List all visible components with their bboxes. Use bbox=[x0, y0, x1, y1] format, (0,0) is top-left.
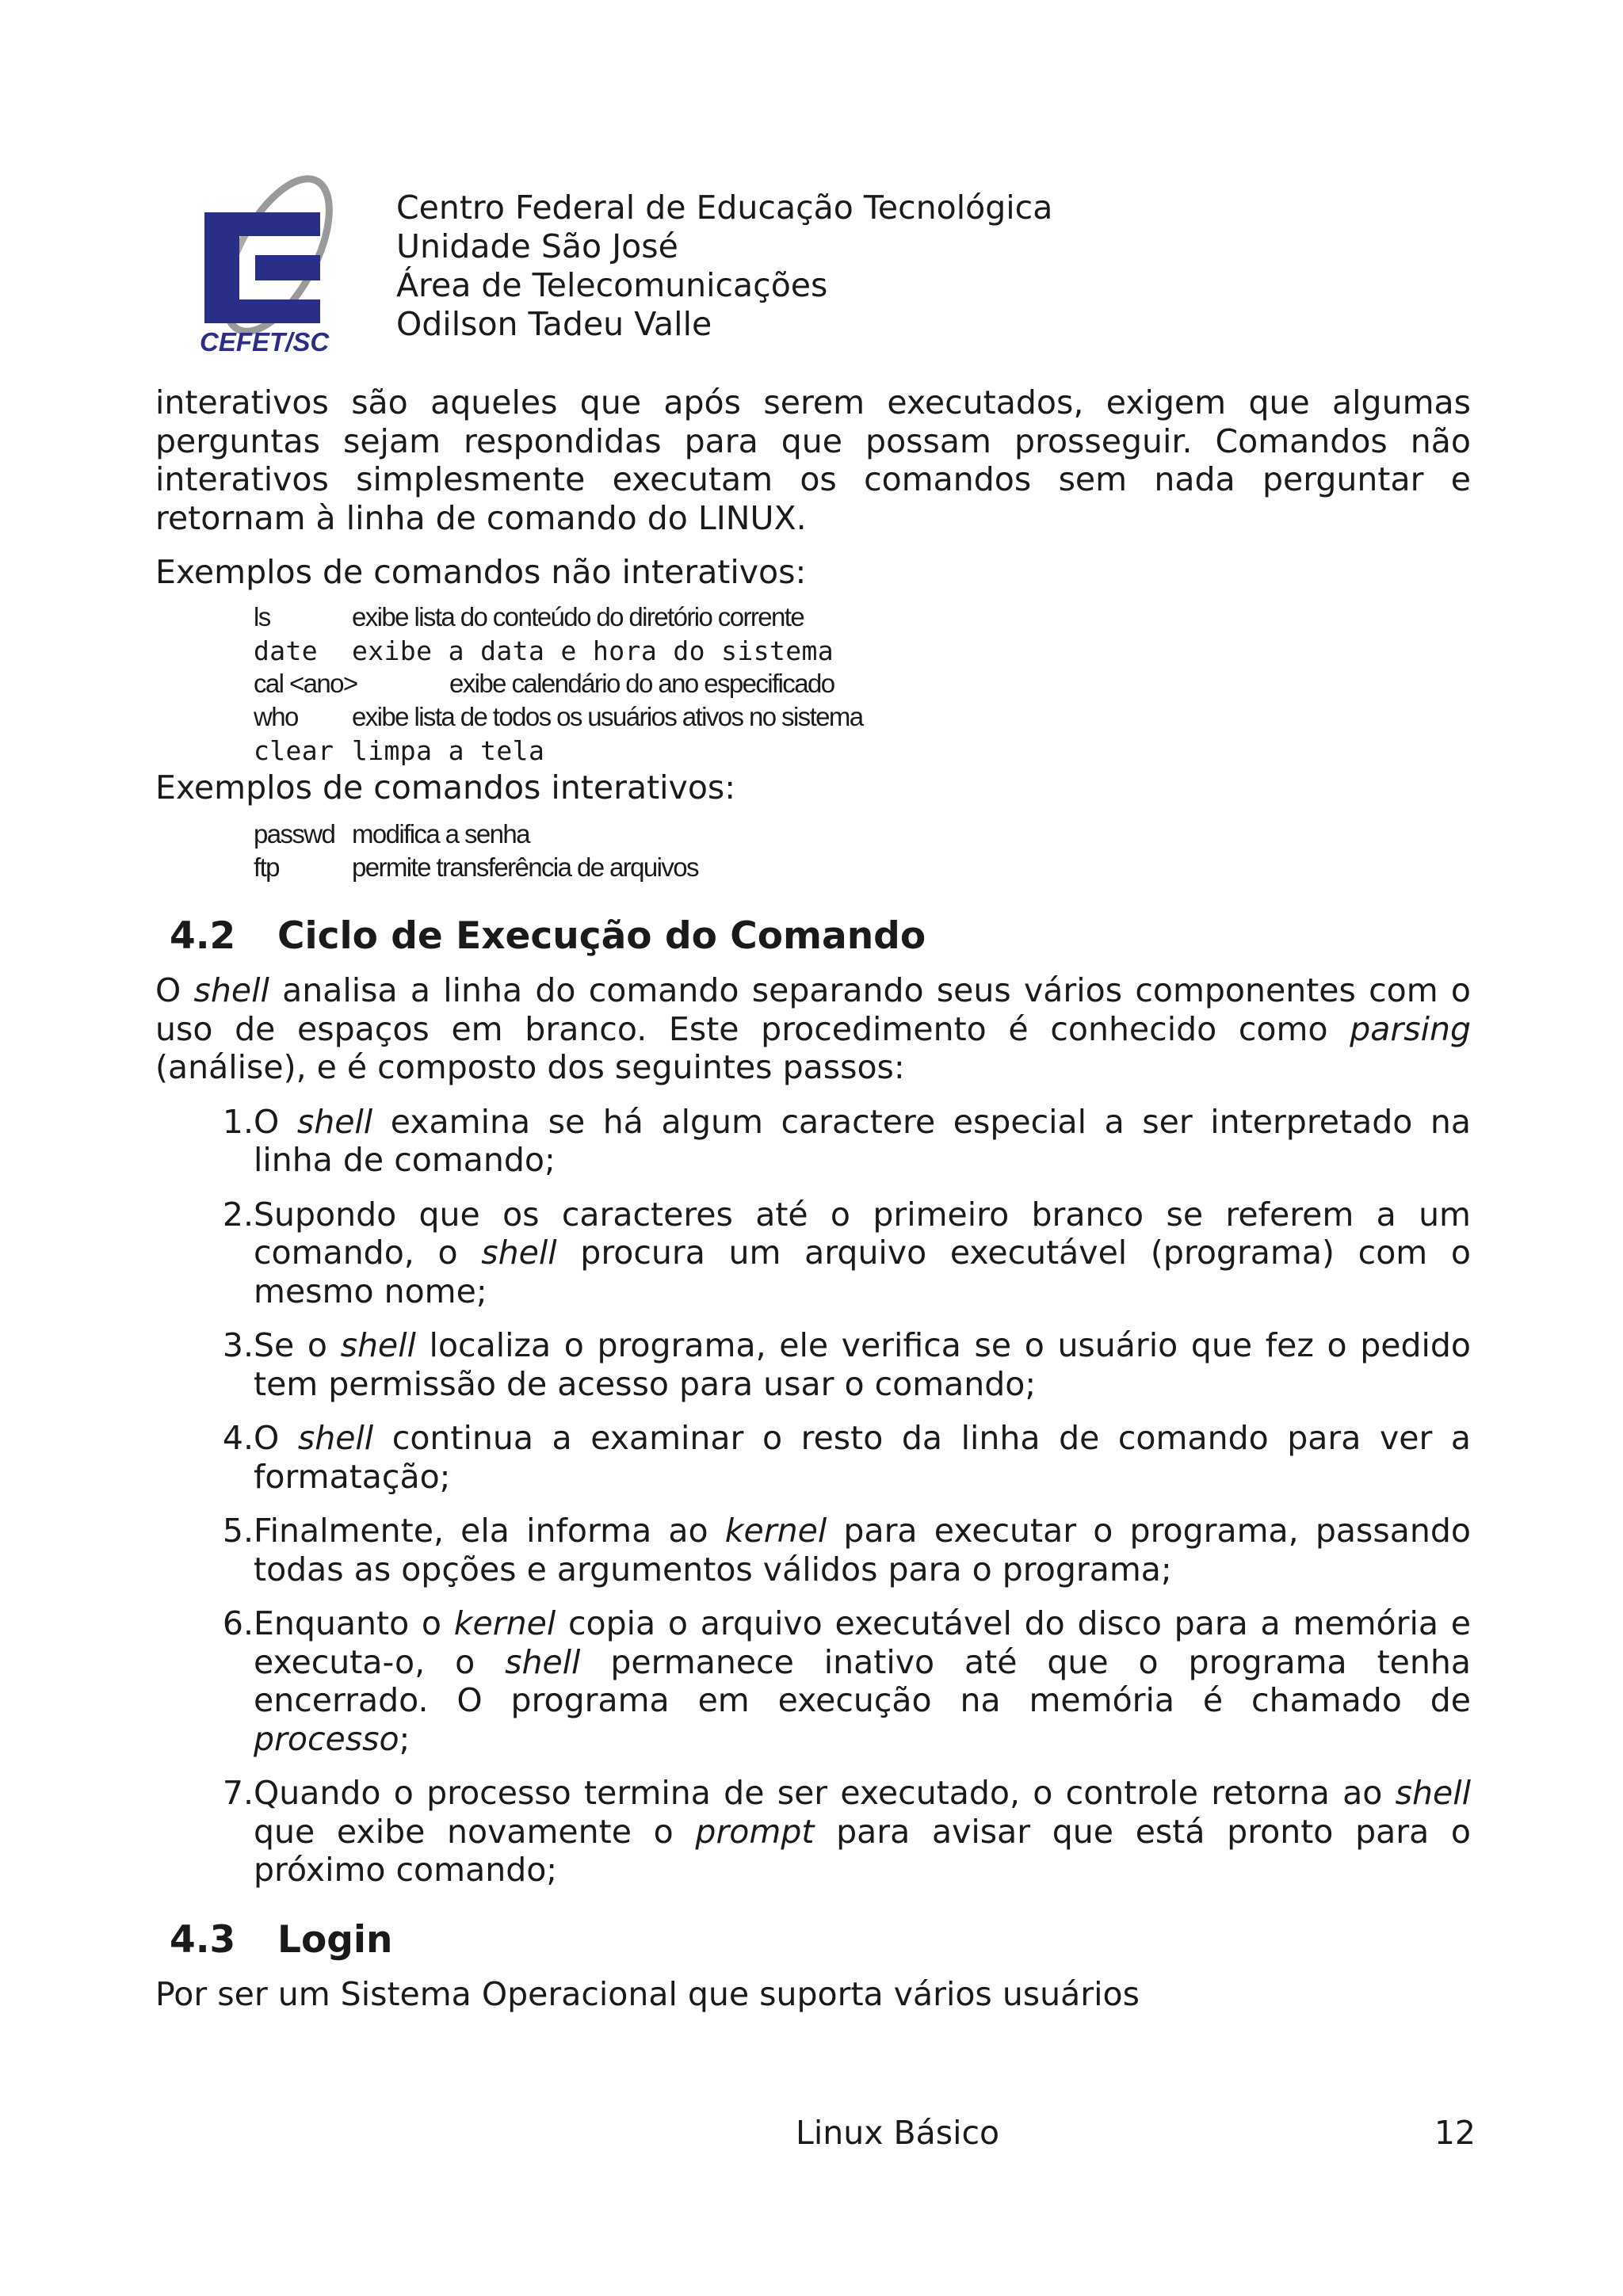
command-item bbox=[254, 669, 1471, 702]
item-text: O shell continua a examinar o resto da linha de comando para ver a formatação; bbox=[254, 1419, 1471, 1496]
command-item bbox=[254, 602, 1471, 635]
section-4-2-intro: O shell analisa a linha do comando separando seus vários componentes com o uso de espaços em branco. Este procedimento é conhecido como parsing (análise), e é composto dos seguintes passos: bbox=[155, 971, 1472, 1086]
non-interactive-heading: Exemplos de comandos não interativos: bbox=[155, 553, 807, 591]
execution-steps-list bbox=[155, 1103, 1471, 1890]
item-text: O shell examina se há algum caractere especial a ser interpretado na linha de comando; bbox=[254, 1102, 1472, 1179]
command-item bbox=[254, 635, 1471, 669]
header-line: Odilson Tadeu Valle bbox=[396, 305, 712, 343]
command-item bbox=[254, 852, 1471, 886]
institution-info bbox=[396, 189, 1052, 344]
section-heading-4-3 bbox=[155, 1917, 1471, 1964]
header-line: Unidade São José bbox=[396, 227, 678, 265]
command-item bbox=[254, 702, 1471, 735]
page-body bbox=[155, 383, 1471, 2013]
command-name: passwd bbox=[254, 819, 335, 849]
item-number: 3. bbox=[222, 1326, 254, 1364]
header-line: Área de Telecomunicações bbox=[396, 266, 828, 304]
command-name: who bbox=[254, 702, 298, 731]
command-name: date bbox=[254, 635, 319, 666]
command-description: exibe lista de todos os usuários ativos no sistema bbox=[352, 702, 863, 731]
item-text: Se o shell localiza o programa, ele verifica se o usuário que fez o pedido tem permissão de acesso para usar o comando; bbox=[254, 1326, 1471, 1403]
item-number: 2. bbox=[222, 1195, 254, 1234]
item-text: Quando o processo termina de ser executado, o controle retorna ao shell que exibe novamente o prompt para avisar que está pronto para o próximo comando; bbox=[254, 1774, 1471, 1889]
header-line: Centro Federal de Educação Tecnológica bbox=[396, 189, 1053, 227]
section-title: Ciclo de Execução do Comando bbox=[277, 914, 926, 958]
command-description: permite transferência de arquivos bbox=[352, 852, 698, 882]
list-item bbox=[155, 1512, 1471, 1589]
command-description: exibe a data e hora do sistema bbox=[352, 635, 834, 666]
command-description: exibe lista do conteúdo do diretório corrente bbox=[352, 602, 804, 631]
command-description: modifica a senha bbox=[352, 819, 529, 849]
item-text: Enquanto o kernel copia o arquivo executável do disco para a memória e executa-o, o shell permanece inativo até que o programa tenha encerrado. O programa em execução na memória é chamado de processo; bbox=[254, 1604, 1472, 1758]
item-number: 6. bbox=[222, 1604, 254, 1642]
page-number: 12 bbox=[1434, 2114, 1476, 2152]
logo-text: CEFET/SC bbox=[200, 327, 330, 357]
item-number: 1. bbox=[222, 1102, 254, 1141]
command-description: exibe calendário do ano especificado bbox=[449, 669, 834, 698]
item-text: Supondo que os caracteres até o primeiro branco se referem a um comando, o shell procura um arquivo executável (programa) com o mesmo nome; bbox=[254, 1195, 1471, 1310]
intro-paragraph: interativos são aqueles que após serem executados, exigem que algumas perguntas sejam respondidas para que possam prosseguir. Comandos não interativos simplesmente executam os comandos sem nada perguntar e retornam à linha de comando do LINUX. bbox=[155, 383, 1471, 537]
section-title: Login bbox=[277, 1917, 393, 1962]
list-item bbox=[155, 1774, 1471, 1890]
command-item bbox=[254, 819, 1471, 852]
section-heading-4-2 bbox=[155, 913, 1471, 960]
command-name: ftp bbox=[254, 852, 279, 882]
command-name: cal <ano> bbox=[254, 669, 357, 698]
item-text: Finalmente, ela informa ao kernel para executar o programa, passando todas as opções e argumentos válidos para o programa; bbox=[254, 1512, 1471, 1589]
list-item bbox=[155, 1103, 1471, 1180]
list-item bbox=[155, 1419, 1471, 1496]
section-number: 4.2 bbox=[170, 914, 236, 958]
command-name: ls bbox=[254, 602, 270, 631]
footer-title: Linux Básico bbox=[796, 2114, 1000, 2152]
cefet-logo bbox=[190, 166, 372, 357]
item-number: 4. bbox=[222, 1419, 254, 1457]
list-item bbox=[155, 1196, 1471, 1311]
page-header bbox=[190, 166, 1141, 357]
item-number: 5. bbox=[222, 1512, 254, 1550]
interactive-heading: Exemplos de comandos interativos: bbox=[155, 769, 736, 807]
section-number: 4.3 bbox=[170, 1917, 236, 1962]
list-item bbox=[155, 1326, 1471, 1403]
list-item bbox=[155, 1604, 1471, 1758]
section-4-3-text: Por ser um Sistema Operacional que suporta vários usuários bbox=[155, 1974, 1140, 2013]
page-footer bbox=[0, 2114, 1623, 2161]
command-name: clear bbox=[254, 735, 334, 766]
command-item bbox=[254, 735, 1471, 769]
interactive-command-list bbox=[254, 819, 1471, 886]
command-description: limpa a tela bbox=[352, 735, 545, 766]
non-interactive-command-list bbox=[254, 602, 1471, 769]
item-number: 7. bbox=[222, 1774, 254, 1812]
